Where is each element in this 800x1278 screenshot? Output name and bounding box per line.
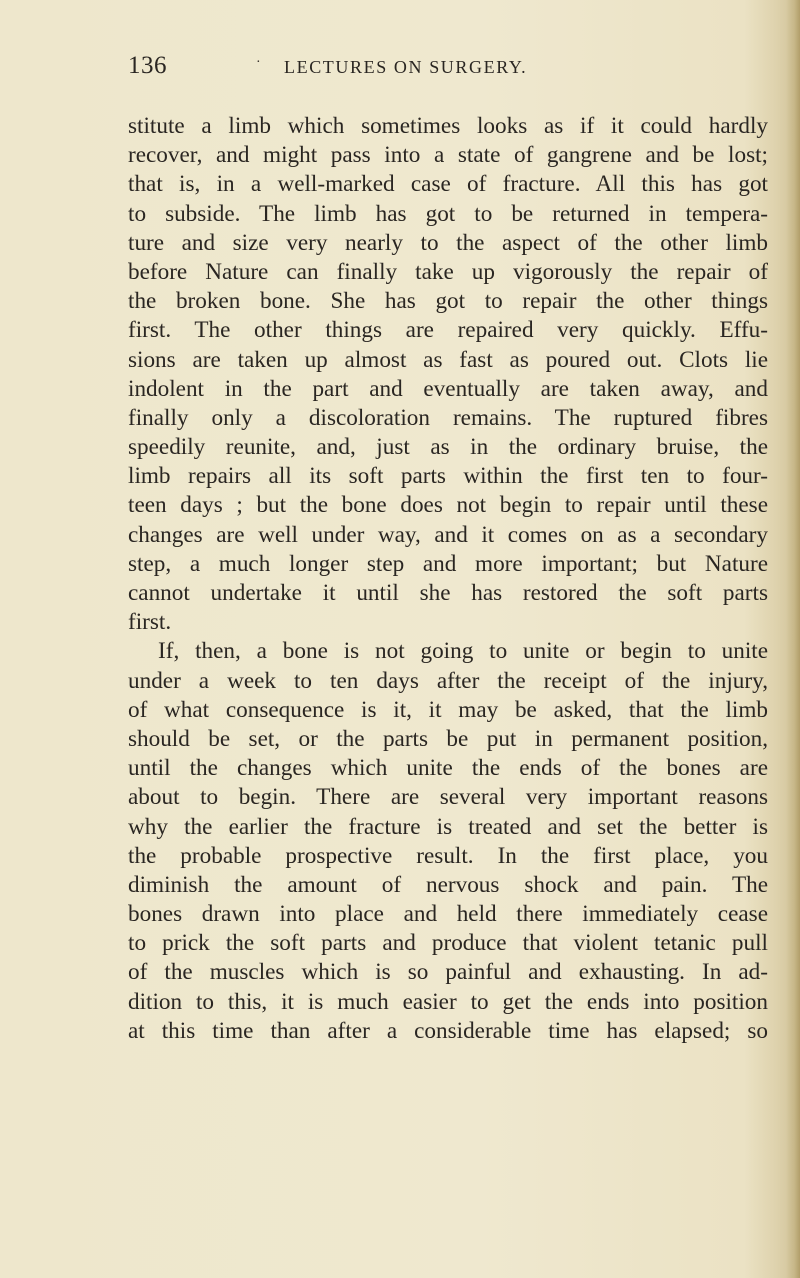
- paragraph-2: [128, 637, 768, 1046]
- text-line: step, a much longer step and more important; but Nature: [128, 550, 768, 577]
- text-line: stitute a limb which sometimes looks as if it could hardly: [128, 113, 768, 139]
- text-line: recover, and might pass into a state of gangrene and be lost;: [128, 142, 768, 169]
- text-line: to prick the soft parts and produce that violent tetanic pull: [128, 930, 768, 957]
- text-line: to subside. The limb has got to be returned in tempera-: [128, 200, 768, 227]
- body-text: [128, 112, 768, 1046]
- text-line: before Nature can finally take up vigorously the repair of: [128, 258, 768, 285]
- text-line: speedily reunite, and, just as in the ordinary bruise, the: [128, 434, 768, 461]
- running-head: LECTURES ON SURGERY.: [284, 57, 528, 77]
- text-line: limb repairs all its soft parts within the first ten to four-: [128, 463, 768, 490]
- text-line: at this time than after a considerable time has elapsed; so: [128, 1017, 768, 1044]
- text-line: that is, in a well-marked case of fracture. All this has got: [128, 171, 768, 198]
- text-line: sions are taken up almost as fast as poured out. Clots lie: [128, 346, 768, 373]
- text-line: why the earlier the fracture is treated and set the better is: [128, 813, 768, 840]
- text-line: cannot undertake it until she has restored the soft parts: [128, 580, 768, 606]
- text-line: bones drawn into place and held there immediately cease: [128, 901, 768, 928]
- text-line: dition to this, it is much easier to get the ends into position: [128, 988, 768, 1015]
- text-line: of the muscles which is so painful and exhausting. In ad-: [128, 959, 768, 986]
- text-line: under a week to ten days after the receipt of the injury,: [128, 667, 768, 694]
- text-line: teen days ; but the bone does not begin to repair until these: [128, 492, 768, 519]
- paragraph-1: [128, 112, 768, 637]
- text-line: of what consequence is it, it may be asked, that the limb: [128, 696, 768, 723]
- text-line: should be set, or the parts be put in permanent position,: [128, 725, 768, 752]
- text-line: indolent in the part and eventually are taken away, and: [128, 375, 768, 402]
- text-line: ture and size very nearly to the aspect of the other limb: [128, 229, 768, 256]
- text-line: changes are well under way, and it comes on as a secondary: [128, 521, 768, 548]
- text-line: If, then, a bone is not going to unite or begin to unite: [158, 638, 768, 665]
- text-line: finally only a discoloration remains. The ruptured fibres: [128, 404, 768, 431]
- page-number: 136: [128, 52, 167, 79]
- text-line: about to begin. There are several very important reasons: [128, 784, 768, 811]
- text-line: diminish the amount of nervous shock and pain. The: [128, 871, 768, 898]
- text-line: the broken bone. She has got to repair the other things: [128, 288, 768, 315]
- page-header: [0, 52, 800, 82]
- text-line: first.: [128, 609, 172, 636]
- header-separator: ·: [256, 55, 261, 70]
- text-line: first. The other things are repaired very quickly. Effu-: [128, 317, 768, 344]
- text-line: the probable prospective result. In the first place, you: [128, 842, 768, 869]
- text-line: until the changes which unite the ends of the bones are: [128, 755, 768, 782]
- page-edge-shadow: [786, 0, 800, 1278]
